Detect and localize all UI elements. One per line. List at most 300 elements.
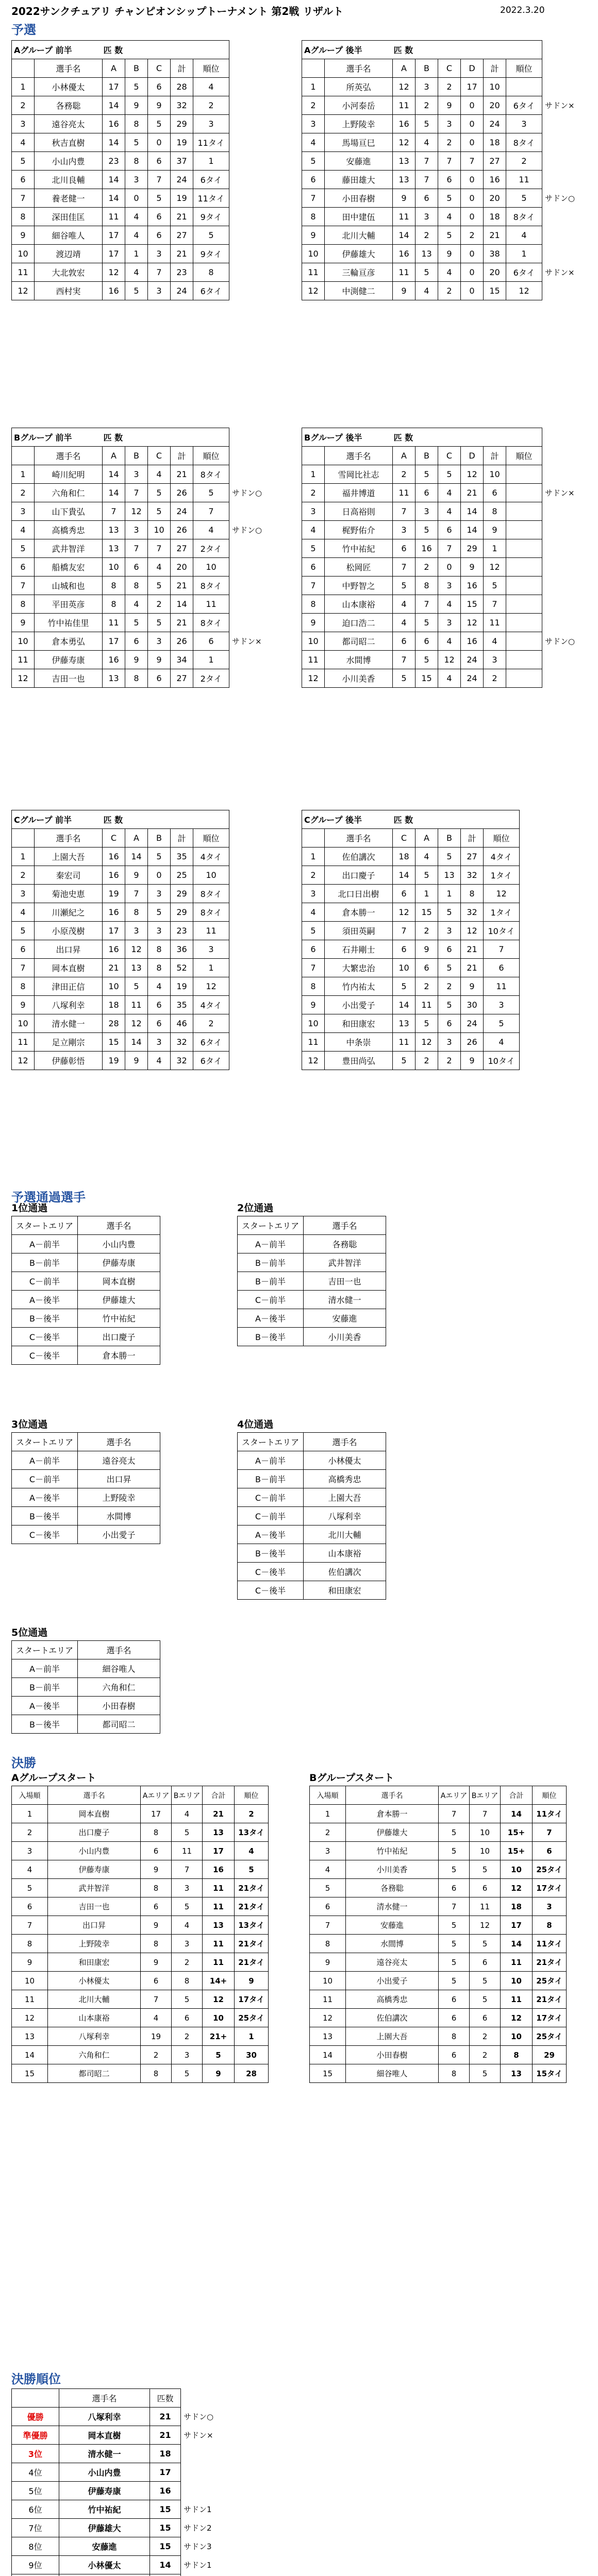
player-name: 出口昇 bbox=[48, 1916, 141, 1935]
col-area: B bbox=[438, 829, 461, 848]
player-name: 伊藤雄大 bbox=[78, 1291, 160, 1309]
entry-no: 8 bbox=[12, 977, 35, 996]
player-name: 各務聡 bbox=[346, 1879, 439, 1897]
table-row bbox=[302, 1033, 520, 1052]
table-row bbox=[302, 885, 520, 903]
area-count: 17 bbox=[103, 78, 125, 96]
area-b-count: 6 bbox=[470, 1953, 501, 1972]
area-count: 0 bbox=[461, 171, 484, 189]
start-area: C－前半 bbox=[12, 1470, 78, 1488]
area-count: 12 bbox=[438, 651, 461, 669]
area-count: 12 bbox=[393, 903, 416, 922]
col-eb: Bエリア bbox=[470, 1786, 501, 1805]
sudden-death-note: サドン× bbox=[232, 637, 262, 646]
table-row bbox=[310, 2009, 567, 2027]
area-b-count: 7 bbox=[172, 1860, 203, 1879]
area-b-count: 8 bbox=[172, 1972, 203, 1990]
player-name: 安藤進 bbox=[325, 152, 393, 171]
rank-cell: 8 bbox=[533, 1916, 567, 1935]
table-row bbox=[302, 977, 520, 996]
area-a-count: 7 bbox=[141, 1990, 172, 2009]
area-count: 7 bbox=[148, 539, 171, 558]
area-count: 3 bbox=[438, 614, 461, 632]
col-area: C bbox=[148, 59, 171, 78]
rank-cell bbox=[506, 502, 542, 521]
area-count: 5 bbox=[393, 669, 416, 688]
total-count: 21 bbox=[171, 208, 193, 226]
col-rank: 順位 bbox=[506, 447, 542, 465]
total-count: 20 bbox=[171, 558, 193, 577]
table-row bbox=[12, 152, 229, 171]
total-count: 11 bbox=[501, 1990, 533, 2009]
table-row bbox=[12, 1309, 160, 1328]
entry-no: 5 bbox=[12, 539, 35, 558]
table-row bbox=[238, 1235, 386, 1253]
player-name: 八塚利幸 bbox=[48, 2027, 141, 2046]
area-a-count: 5 bbox=[439, 1860, 470, 1879]
area-count: 11 bbox=[393, 96, 416, 115]
start-area: A－前半 bbox=[238, 1235, 304, 1253]
col-name: 選手名 bbox=[35, 829, 103, 848]
area-a-count: 5 bbox=[439, 1916, 470, 1935]
area-count: 7 bbox=[416, 171, 438, 189]
area-count: 3 bbox=[416, 78, 438, 96]
points-header: 匹 数 bbox=[393, 41, 542, 59]
entry-no: 9 bbox=[302, 996, 325, 1014]
player-name: 深田佳匡 bbox=[35, 208, 103, 226]
entry-no: 4 bbox=[310, 1860, 346, 1879]
entry-no: 11 bbox=[12, 651, 35, 669]
start-area: C－前半 bbox=[238, 1507, 304, 1526]
col-total: 計 bbox=[171, 59, 193, 78]
entry-no: 12 bbox=[302, 669, 325, 688]
table-row bbox=[12, 632, 229, 651]
final-position bbox=[12, 2574, 59, 2576]
group-table-C1 bbox=[11, 810, 229, 1070]
area-count: 5 bbox=[125, 977, 148, 996]
rank-cell: 9 bbox=[235, 1972, 269, 1990]
sudden-death-note: サドン× bbox=[545, 268, 575, 277]
col-rank: 順位 bbox=[193, 59, 229, 78]
group-table-A2 bbox=[302, 40, 542, 300]
start-area: B－前半 bbox=[12, 1253, 78, 1272]
area-count: 4 bbox=[125, 263, 148, 282]
area-count: 10 bbox=[103, 558, 125, 577]
area-count: 0 bbox=[438, 558, 461, 577]
rank-cell: 4 bbox=[506, 226, 542, 245]
player-name: 岡本直樹 bbox=[78, 1272, 160, 1291]
col-ea: Aエリア bbox=[439, 1786, 470, 1805]
entry-no: 10 bbox=[302, 1014, 325, 1033]
total-count: 17 bbox=[501, 1916, 533, 1935]
player-name: 養老健一 bbox=[35, 189, 103, 208]
table-row bbox=[12, 2463, 181, 2482]
col-name: 選手名 bbox=[78, 1433, 160, 1451]
player-name: 水間博 bbox=[346, 1935, 439, 1953]
qual-table bbox=[237, 1432, 386, 1600]
group-table-B1 bbox=[11, 428, 229, 688]
area-count: 12 bbox=[393, 133, 416, 152]
player-name: 小林優太 bbox=[304, 1451, 386, 1470]
total-count: 18 bbox=[484, 133, 506, 152]
col-area: C bbox=[393, 829, 416, 848]
area-a-count: 5 bbox=[439, 1935, 470, 1953]
table-row bbox=[238, 1291, 386, 1309]
area-count: 5 bbox=[438, 465, 461, 484]
total-count: 9 bbox=[461, 977, 484, 996]
area-b-count: 6 bbox=[172, 2009, 203, 2027]
player-name: 山本康裕 bbox=[48, 2009, 141, 2027]
area-count: 3 bbox=[416, 208, 438, 226]
table-row bbox=[310, 2046, 567, 2064]
area-count: 21 bbox=[103, 959, 125, 977]
area-count: 0 bbox=[148, 133, 171, 152]
table-row bbox=[302, 595, 542, 614]
area-count: 8 bbox=[125, 903, 148, 922]
fish-count: 16 bbox=[150, 2482, 181, 2500]
area-count: 4 bbox=[393, 595, 416, 614]
player-name: 倉本勝一 bbox=[346, 1805, 439, 1823]
table-row bbox=[12, 133, 229, 152]
entry-no: 3 bbox=[310, 1842, 346, 1860]
entry-no: 4 bbox=[302, 133, 325, 152]
rank-cell bbox=[506, 465, 542, 484]
final-table bbox=[11, 1786, 269, 2083]
table-row bbox=[238, 1328, 386, 1346]
area-count: 3 bbox=[148, 632, 171, 651]
table-row bbox=[238, 1563, 386, 1581]
total-count: 21 bbox=[484, 226, 506, 245]
rank-cell: 4 bbox=[484, 1033, 520, 1052]
fish-count bbox=[150, 2574, 181, 2576]
rank-cell bbox=[506, 484, 542, 502]
player-name: 上野陵幸 bbox=[48, 1935, 141, 1953]
player-name: 竹内祐太 bbox=[325, 977, 393, 996]
rank-cell: 1 bbox=[193, 651, 229, 669]
rank-cell: 6タイ bbox=[193, 1052, 229, 1070]
table-row bbox=[238, 1507, 386, 1526]
table-row bbox=[302, 1052, 520, 1070]
table-row bbox=[310, 1972, 567, 1990]
rank-cell: 5 bbox=[193, 484, 229, 502]
area-count: 16 bbox=[103, 115, 125, 133]
fish-count: 15 bbox=[150, 2500, 181, 2519]
area-count: 5 bbox=[125, 614, 148, 632]
area-count: 16 bbox=[416, 539, 438, 558]
rank-cell: 1 bbox=[506, 245, 542, 263]
area-count: 24 bbox=[461, 669, 484, 688]
area-b-count: 11 bbox=[470, 1897, 501, 1916]
area-b-count: 4 bbox=[172, 1916, 203, 1935]
area-b-count: 4 bbox=[172, 1805, 203, 1823]
qual-label: 2位通過 bbox=[237, 1202, 274, 1214]
total-count: 21 bbox=[171, 614, 193, 632]
entry-no: 5 bbox=[12, 152, 35, 171]
area-count: 14 bbox=[103, 484, 125, 502]
rank-cell: 4 bbox=[235, 1842, 269, 1860]
entry-no: 2 bbox=[302, 484, 325, 502]
table-row bbox=[12, 922, 229, 940]
table-row bbox=[238, 1488, 386, 1507]
entry-no: 3 bbox=[302, 885, 325, 903]
area-count: 8 bbox=[103, 577, 125, 595]
total-count: 23 bbox=[171, 922, 193, 940]
player-name: 川瀬紀之 bbox=[35, 903, 103, 922]
area-count: 5 bbox=[148, 502, 171, 521]
start-area: A－前半 bbox=[12, 1659, 78, 1678]
table-row bbox=[12, 1823, 269, 1842]
entry-no: 3 bbox=[12, 1842, 48, 1860]
entry-no: 9 bbox=[12, 996, 35, 1014]
area-count: 16 bbox=[103, 866, 125, 885]
table-row bbox=[302, 484, 542, 502]
points-header: 匹 数 bbox=[103, 428, 229, 447]
table-row bbox=[310, 1990, 567, 2009]
entry-no: 1 bbox=[302, 465, 325, 484]
col-position bbox=[12, 2389, 59, 2408]
table-row bbox=[12, 1990, 269, 2009]
player-name: 小出愛子 bbox=[346, 1972, 439, 1990]
rank-cell: 21タイ bbox=[235, 1953, 269, 1972]
player-name: 小川美香 bbox=[325, 669, 393, 688]
area-count: 5 bbox=[393, 577, 416, 595]
table-row bbox=[12, 1697, 160, 1715]
total-count: 52 bbox=[171, 959, 193, 977]
area-count: 4 bbox=[148, 977, 171, 996]
area-count: 12 bbox=[461, 614, 484, 632]
rank-cell bbox=[506, 558, 542, 577]
entry-no: 1 bbox=[302, 78, 325, 96]
area-count: 9 bbox=[125, 1052, 148, 1070]
table-row bbox=[238, 1451, 386, 1470]
rank-cell: 3 bbox=[193, 115, 229, 133]
rank-cell: 1 bbox=[193, 152, 229, 171]
area-count: 12 bbox=[393, 78, 416, 96]
table-row bbox=[12, 1488, 160, 1507]
total-count: 18 bbox=[484, 208, 506, 226]
table-row bbox=[12, 189, 229, 208]
player-name: 平田英彦 bbox=[35, 595, 103, 614]
table-row bbox=[302, 903, 520, 922]
area-count: 3 bbox=[148, 282, 171, 300]
player-name: 六角和仁 bbox=[35, 484, 103, 502]
player-name: 上野陵幸 bbox=[325, 115, 393, 133]
rank-cell: 6 bbox=[533, 1842, 567, 1860]
area-count: 13 bbox=[103, 539, 125, 558]
area-count: 2 bbox=[438, 977, 461, 996]
rank-cell: 13タイ bbox=[235, 1916, 269, 1935]
player-name: 中野智之 bbox=[325, 577, 393, 595]
entry-no: 11 bbox=[12, 1033, 35, 1052]
player-name: 日高裕則 bbox=[325, 502, 393, 521]
player-name: 竹中祐佳里 bbox=[35, 614, 103, 632]
col-area: D bbox=[461, 447, 484, 465]
entry-no: 12 bbox=[310, 2009, 346, 2027]
sudden-death-note: サドン2 bbox=[184, 2523, 212, 2533]
area-count: 1 bbox=[125, 245, 148, 263]
area-count: 5 bbox=[416, 866, 438, 885]
points-header: 匹 数 bbox=[103, 41, 229, 59]
table-row bbox=[12, 1033, 229, 1052]
table-row bbox=[238, 1309, 386, 1328]
page-title: 2022サンクチュアリ チャンピオンシップトーナメント 第2戦 リザルト bbox=[11, 5, 343, 18]
entry-no: 4 bbox=[12, 521, 35, 539]
table-row bbox=[12, 885, 229, 903]
area-count: 6 bbox=[148, 152, 171, 171]
area-count: 3 bbox=[125, 922, 148, 940]
table-row bbox=[12, 848, 229, 866]
table-row bbox=[238, 1272, 386, 1291]
table-row bbox=[310, 1916, 567, 1935]
entry-no: 12 bbox=[12, 2009, 48, 2027]
rank-cell: 12 bbox=[193, 977, 229, 996]
player-name: 小林優太 bbox=[48, 1972, 141, 1990]
rank-cell bbox=[506, 577, 542, 595]
player-name: 伊藤寿康 bbox=[48, 1860, 141, 1879]
rank-cell: 10タイ bbox=[484, 922, 520, 940]
rank-cell: 8タイ bbox=[193, 465, 229, 484]
player-name: 梶野佑介 bbox=[325, 521, 393, 539]
table-row bbox=[12, 1897, 269, 1916]
table-row bbox=[302, 866, 520, 885]
table-row bbox=[12, 1715, 160, 1734]
area-count: 4 bbox=[438, 208, 461, 226]
rank-cell: 8タイ bbox=[506, 208, 542, 226]
table-row bbox=[12, 282, 229, 300]
final-table bbox=[309, 1786, 567, 2083]
area-a-count: 7 bbox=[439, 1805, 470, 1823]
area-count: 4 bbox=[438, 669, 461, 688]
rank-cell: 1 bbox=[235, 2027, 269, 2046]
area-count: 5 bbox=[416, 115, 438, 133]
area-count: 2 bbox=[416, 1052, 438, 1070]
area-count: 7 bbox=[416, 595, 438, 614]
total-count: 32 bbox=[171, 1052, 193, 1070]
player-name: 小出愛子 bbox=[78, 1526, 160, 1544]
entry-no: 4 bbox=[12, 1860, 48, 1879]
rank-cell: 11 bbox=[193, 922, 229, 940]
total-count: 30 bbox=[461, 996, 484, 1014]
sudden-death-note: サドン○ bbox=[232, 526, 262, 535]
player-name: 大繁忠治 bbox=[325, 959, 393, 977]
area-count: 0 bbox=[461, 245, 484, 263]
area-count: 4 bbox=[416, 282, 438, 300]
area-a-count: 8 bbox=[141, 1823, 172, 1842]
col-rank: 順位 bbox=[484, 829, 520, 848]
rank-cell: 2 bbox=[235, 1805, 269, 1823]
total-count: 8 bbox=[484, 502, 506, 521]
area-count: 3 bbox=[148, 922, 171, 940]
area-count: 15 bbox=[416, 903, 438, 922]
player-name: 都司昭二 bbox=[325, 632, 393, 651]
area-count: 6 bbox=[125, 632, 148, 651]
area-count: 5 bbox=[148, 484, 171, 502]
area-b-count: 5 bbox=[172, 2064, 203, 2083]
area-count: 8 bbox=[148, 959, 171, 977]
entry-no: 5 bbox=[12, 1879, 48, 1897]
table-row bbox=[302, 1014, 520, 1033]
area-count: 2 bbox=[416, 226, 438, 245]
table-row bbox=[12, 96, 229, 115]
col-ea: Aエリア bbox=[141, 1786, 172, 1805]
entry-no: 5 bbox=[302, 922, 325, 940]
table-row bbox=[12, 1953, 269, 1972]
entry-no: 9 bbox=[12, 614, 35, 632]
total-count: 26 bbox=[171, 484, 193, 502]
entry-no: 7 bbox=[12, 959, 35, 977]
player-name: 伊藤雄大 bbox=[59, 2519, 150, 2537]
rank-cell: 7 bbox=[533, 1823, 567, 1842]
area-count: 5 bbox=[148, 903, 171, 922]
area-count: 8 bbox=[148, 940, 171, 959]
total-count: 4 bbox=[484, 632, 506, 651]
total-count: 21+ bbox=[203, 2027, 235, 2046]
entry-no: 11 bbox=[302, 263, 325, 282]
table-row bbox=[12, 1678, 160, 1697]
entry-no: 11 bbox=[302, 651, 325, 669]
rank-cell: 3 bbox=[193, 940, 229, 959]
entry-no: 6 bbox=[12, 1897, 48, 1916]
table-row bbox=[12, 78, 229, 96]
entry-no: 8 bbox=[310, 1935, 346, 1953]
area-count: 11 bbox=[125, 996, 148, 1014]
total-count: 11 bbox=[203, 1953, 235, 1972]
player-name: 八塚利幸 bbox=[59, 2408, 150, 2426]
player-name: 田中建伍 bbox=[325, 208, 393, 226]
start-area: A－後半 bbox=[12, 1291, 78, 1309]
col-area: C bbox=[438, 447, 461, 465]
entry-no: 5 bbox=[302, 152, 325, 171]
area-b-count: 10 bbox=[470, 1842, 501, 1860]
rank-cell bbox=[506, 669, 542, 688]
col-name: 選手名 bbox=[346, 1786, 439, 1805]
area-b-count: 2 bbox=[172, 2027, 203, 2046]
area-b-count: 5 bbox=[470, 2064, 501, 2083]
table-row bbox=[310, 1805, 567, 1823]
area-count: 4 bbox=[148, 1052, 171, 1070]
area-count: 9 bbox=[393, 189, 416, 208]
area-b-count: 2 bbox=[172, 1953, 203, 1972]
rank-cell: 12 bbox=[484, 885, 520, 903]
area-count: 14 bbox=[393, 866, 416, 885]
group-label: Bグループ 前半 bbox=[12, 428, 103, 447]
start-area: B－後半 bbox=[238, 1544, 304, 1563]
start-area: B－後半 bbox=[238, 1328, 304, 1346]
area-count: 11 bbox=[416, 996, 438, 1014]
start-area: A－前半 bbox=[12, 1451, 78, 1470]
table-row bbox=[12, 2482, 181, 2500]
area-a-count: 6 bbox=[439, 1879, 470, 1897]
table-row bbox=[12, 2556, 181, 2574]
col-rank: 順位 bbox=[235, 1786, 269, 1805]
area-b-count: 5 bbox=[470, 1990, 501, 2009]
rank-cell: 4タイ bbox=[484, 848, 520, 866]
total-count: 3 bbox=[484, 651, 506, 669]
rank-cell: 9タイ bbox=[193, 245, 229, 263]
total-count: 10 bbox=[484, 78, 506, 96]
player-name: 岡本直樹 bbox=[48, 1805, 141, 1823]
player-name: 小山内豊 bbox=[59, 2463, 150, 2482]
player-name: 遠谷亮太 bbox=[78, 1451, 160, 1470]
area-count: 12 bbox=[125, 940, 148, 959]
player-name: 伊藤寿康 bbox=[59, 2482, 150, 2500]
total-count: 14 bbox=[501, 1935, 533, 1953]
rank-cell: 5 bbox=[193, 226, 229, 245]
player-name: 倉本勇弘 bbox=[35, 632, 103, 651]
total-count: 29 bbox=[171, 885, 193, 903]
rank-cell: 21タイ bbox=[235, 1935, 269, 1953]
start-area: A－後半 bbox=[12, 1697, 78, 1715]
